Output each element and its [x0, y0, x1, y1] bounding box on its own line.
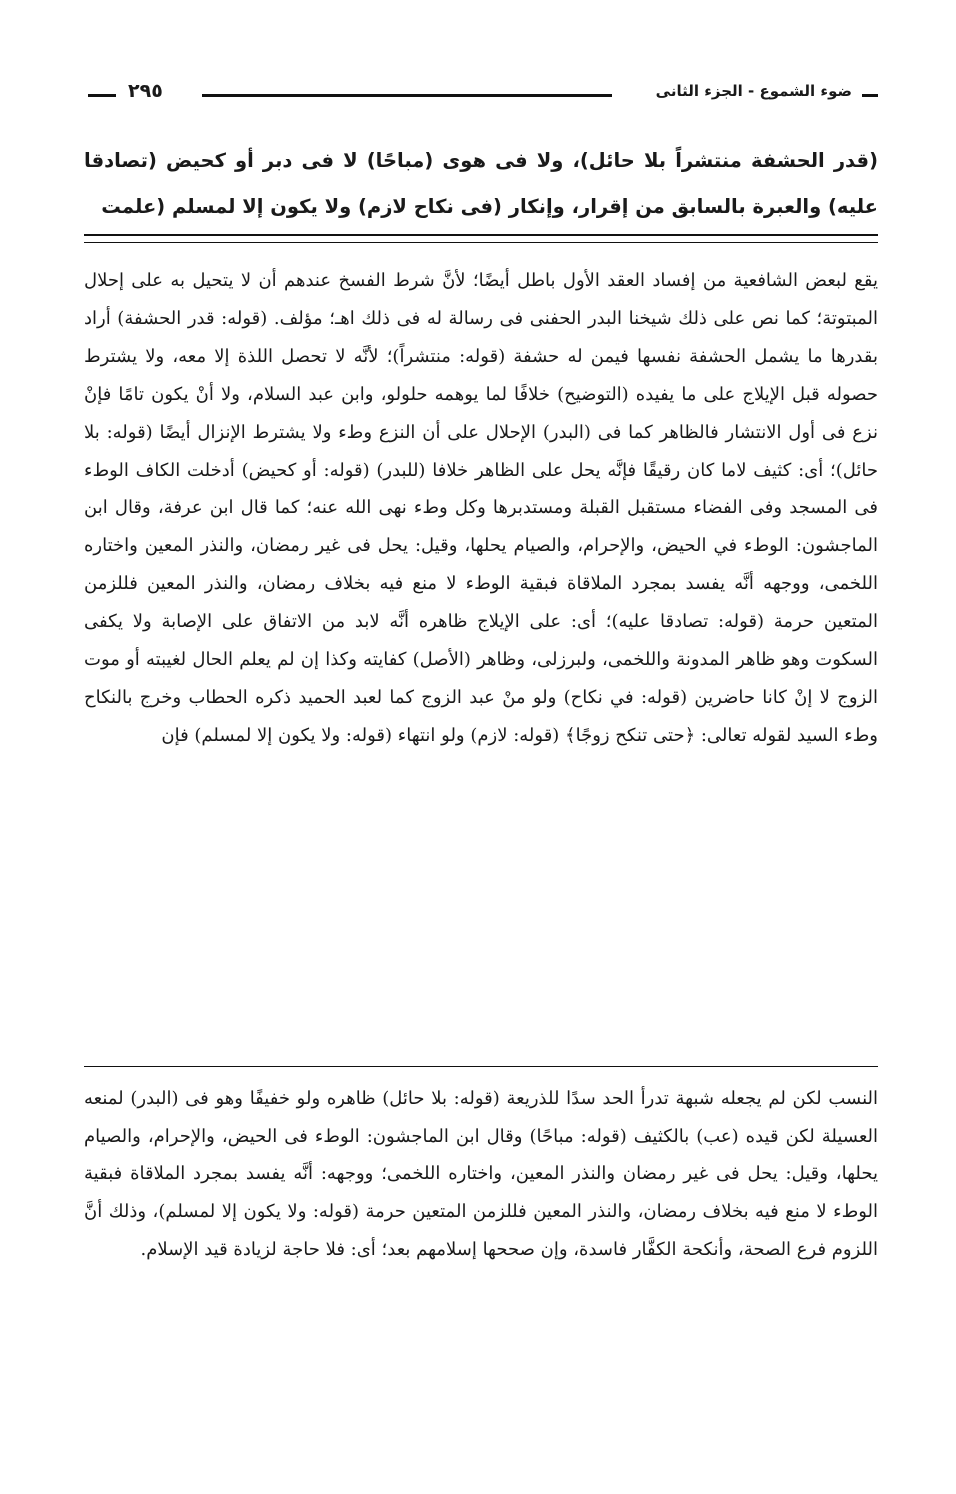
commentary-separator [84, 1066, 878, 1067]
header-dash-left [88, 94, 116, 97]
main-text-paragraph: (قدر الحشفة منتشراً بلا حائل)، ولا فى هوى (مباحًا) لا فى دبر أو كحيض (تصادقا عليه) والعبرة بالسابق من إقرار، وإنكار (فى نكاح لازم) ولا يكون إلا لمسلم (علمت [84, 149, 878, 218]
page-number: ٢٩٥ [128, 80, 163, 102]
commentary-section-1 [84, 262, 878, 755]
page-header [88, 80, 878, 110]
commentary-paragraph-2: النسب لكن لم يجعله شبهة تدرأ الحد سدًا للذريعة (قوله: بلا حائل) ظاهره ولو خفيفًا وهو فى (البدر) لمنعه العسيلة لكن قيده (عب) بالكثيف (قوله: مباحًا) وقال ابن الماجشون: الوطء فى الحيض، والإحرام، والصيام يحلها، وقيل: يحل فى غير رمضان والنذر المعين، واختاره اللخمى؛ ووجهه: أنَّه يفسد بمجرد الملاقاة فبقية الوطء لا منع فيه بخلاف رمضان، والنذر المعين فللزمن المتعين حرمة (قوله: ولا يكون إلا لمسلم)، وذلك أنَّ اللزوم فرع الصحة، وأنكحة الكفَّار فاسدة، وإن صححها إسلامهم بعد؛ أى: فلا حاجة لزيادة قيد الإسلام. [84, 1088, 878, 1260]
main-text [84, 138, 878, 230]
commentary-section-2 [84, 1080, 878, 1269]
commentary-paragraph-1: يقع لبعض الشافعية من إفساد العقد الأول باطل أيضًا؛ لأنَّ شرط الفسخ عندهم أن لا يتحيل به على إحلال المبتوتة؛ كما نص على ذلك شيخنا البدر الحفنى فى رسالة له فى ذلك اهـ؛ مؤلف. (قوله: قدر الحشفة) أراد بقدرها ما يشمل الحشفة نفسها فيمن له حشفة (قوله: منتشراً)؛ لأنَّه لا تحصل اللذة إلا معه، ولا يشترط حصوله قبل الإيلاج على ما يفيده (التوضيح) خلافًا لما يوهمه حلولو، وابن عبد السلام، ولا أنْ يكون تامًا فإنْ نزع فى أول الانتشار فالظاهر كما فى (البدر) الإحلال على أن النزع وطء ولا يشترط الإنزال أيضًا (قوله: بلا حائل)؛ أى: كثيف لاما كان رقيقًا فإنَّه يحل على الظاهر خلافا (للبدر) (قوله: أو كحيض) أدخلت الكاف الوطء فى المسجد وفى الفضاء مستقبل القبلة ومستدبرها وكل وطء نهى الله عنه؛ كما قال ابن عرفة، وقال ابن الماجشون: الوطء في الحيض، والإحرام، والصيام يحلها، وقيل: يحل فى غير رمضان، والنذر المعين واختاره اللخمى، ووجهه أنَّه يفسد بمجرد الملاقاة فبقية الوطء لا منع فيه بخلاف رمضان، والنذر المعين فللزمن المتعين حرمة (قوله: تصادقا عليه)؛ أى: على الإيلاج ظاهره أنَّه لابد من الاتفاق على الإصابة ولا يكفى السكوت وهو ظاهر المدونة واللخمى، ولبرزلى، وظاهر (الأصل) كفايته وكذا إن لم يعلم الحال لغيبته أو موت الزوج لا إنْ كانا حاضرين (قوله: في نكاح) ولو منْ عبد الزوج كما لعبد الحميد ذكره الحطاب وخرج بالنكاح وطء السيد لقوله تعالى: ﴿حتى تنكح زوجًا﴾ (قوله: لازم) ولو انتهاء (قوله: ولا يكون إلا لمسلم) فإن [84, 270, 878, 746]
header-rule [202, 94, 612, 97]
header-dash-right [862, 94, 878, 97]
running-title: ضوء الشموع - الجزء الثانى [655, 82, 852, 100]
main-text-separator [84, 234, 878, 243]
